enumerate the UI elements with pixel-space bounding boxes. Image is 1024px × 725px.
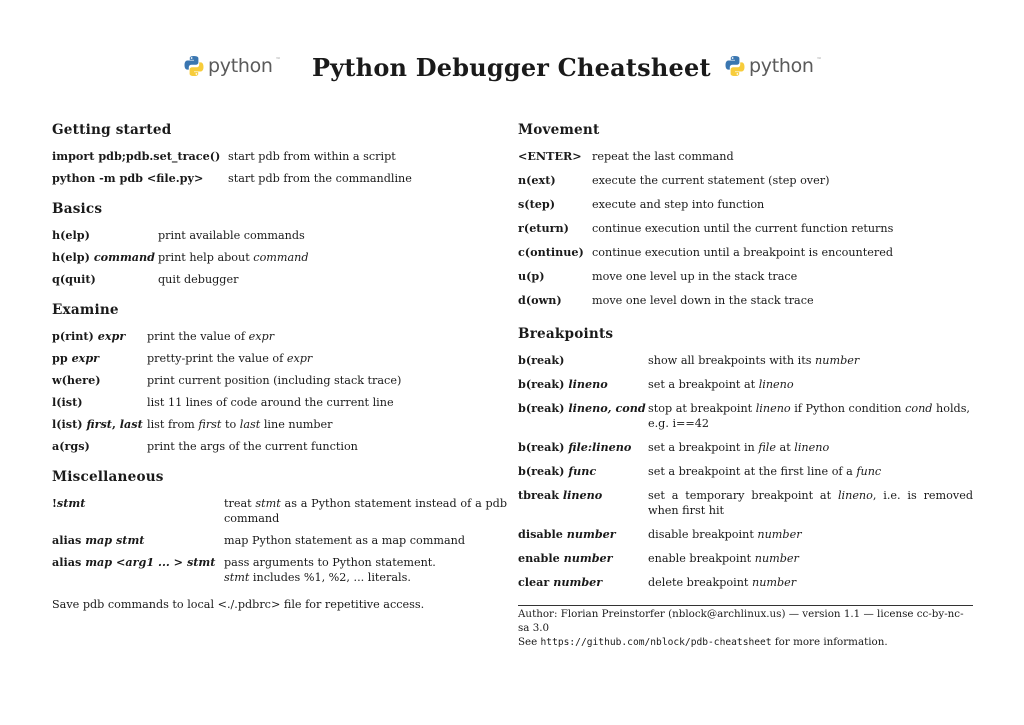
command-row bbox=[518, 527, 973, 542]
command bbox=[518, 527, 648, 542]
description-text: holds, e.g. i==42 bbox=[648, 402, 970, 430]
command-argument: number bbox=[563, 551, 613, 565]
description bbox=[648, 488, 973, 518]
description bbox=[648, 464, 973, 479]
description-text: pretty-print the value of bbox=[147, 352, 284, 365]
left-column bbox=[52, 122, 507, 627]
description-text: print help about bbox=[158, 251, 250, 264]
description-term: stmt bbox=[255, 497, 281, 510]
command: u(p) bbox=[518, 269, 545, 283]
description-text: if Python condition bbox=[794, 402, 902, 415]
command-row bbox=[518, 293, 973, 308]
command bbox=[52, 555, 224, 570]
command-name: pp bbox=[52, 351, 68, 365]
command: s(tep) bbox=[518, 197, 555, 211]
command-name: < bbox=[116, 555, 126, 569]
description bbox=[648, 551, 973, 566]
author-line: Author: Florian Preinstorfer (nblock@archlinux.us) — version 1.1 — license cc-by-nc-sa 3.0 bbox=[518, 608, 964, 634]
python-logo-left bbox=[183, 55, 281, 77]
section-heading: Breakpoints bbox=[518, 326, 614, 342]
command-argument: last bbox=[119, 417, 143, 431]
description: map Python statement as a map command bbox=[224, 534, 465, 547]
section-miscellaneous bbox=[52, 469, 507, 612]
pdbrc-note: Save pdb commands to local <./.pdbrc> file for repetitive access. bbox=[52, 598, 425, 611]
command: python -m pdb <file.py> bbox=[52, 171, 204, 185]
description-term: expr bbox=[286, 352, 313, 365]
command bbox=[518, 551, 648, 566]
section-heading: Miscellaneous bbox=[52, 469, 164, 485]
description: move one level down in the stack trace bbox=[592, 294, 814, 307]
command-row bbox=[518, 245, 973, 260]
description-term: lineno bbox=[755, 402, 791, 415]
description-term: file bbox=[758, 441, 776, 454]
description-text: set a breakpoint in bbox=[648, 441, 755, 454]
description: repeat the last command bbox=[592, 150, 734, 163]
command-row bbox=[518, 575, 973, 590]
command-row bbox=[52, 171, 507, 186]
command-name: alias bbox=[52, 555, 82, 569]
command-row bbox=[52, 250, 507, 265]
command: h(elp) bbox=[52, 228, 90, 242]
description-text: , i.e. is removed when first hit bbox=[648, 489, 973, 517]
description bbox=[648, 377, 973, 392]
description-term: first bbox=[198, 418, 222, 431]
command-row bbox=[518, 401, 973, 431]
description: print the args of the current function bbox=[147, 440, 358, 453]
command-name: b(reak) bbox=[518, 464, 565, 478]
command-row bbox=[52, 496, 507, 526]
description-text: delete breakpoint bbox=[648, 576, 749, 589]
description: print available commands bbox=[158, 229, 305, 242]
description: list 11 lines of code around the current line bbox=[147, 396, 394, 409]
description-text: disable breakpoint bbox=[648, 528, 754, 541]
command: q(quit) bbox=[52, 272, 96, 286]
description bbox=[648, 353, 973, 368]
command-argument: func bbox=[568, 464, 597, 478]
command-row bbox=[518, 269, 973, 284]
description-text: includes %1, %2, ... literals. bbox=[252, 571, 411, 584]
command bbox=[518, 440, 648, 455]
command: w(here) bbox=[52, 373, 101, 387]
command-argument: first bbox=[86, 417, 112, 431]
command-name: b(reak) bbox=[518, 377, 565, 391]
command-argument: expr bbox=[97, 329, 126, 343]
command-row bbox=[518, 488, 973, 518]
description-text: set a breakpoint at the first line of a bbox=[648, 465, 853, 478]
description-text: enable breakpoint bbox=[648, 552, 752, 565]
command bbox=[52, 351, 147, 366]
description-term: command bbox=[253, 251, 309, 264]
description: move one level up in the stack trace bbox=[592, 270, 798, 283]
command: import pdb;pdb.set_trace() bbox=[52, 149, 221, 163]
description-term: cond bbox=[905, 402, 933, 415]
command bbox=[518, 575, 648, 590]
command bbox=[518, 377, 648, 392]
command-row bbox=[52, 228, 507, 243]
description-text: list from bbox=[147, 418, 195, 431]
command-row bbox=[52, 395, 507, 410]
command-argument: number bbox=[553, 575, 603, 589]
description bbox=[648, 575, 973, 590]
section-getting-started bbox=[52, 122, 507, 186]
command: r(eturn) bbox=[518, 221, 569, 235]
command: a(rgs) bbox=[52, 439, 90, 453]
command-row bbox=[52, 555, 507, 585]
section-basics bbox=[52, 201, 507, 287]
description bbox=[224, 555, 507, 585]
command-row bbox=[52, 417, 507, 432]
python-logo-text: python bbox=[749, 55, 814, 77]
description bbox=[158, 250, 507, 265]
section-heading: Examine bbox=[52, 302, 119, 318]
description-term: last bbox=[239, 418, 261, 431]
command-row bbox=[518, 353, 973, 368]
description-term: number bbox=[751, 576, 797, 589]
command-row bbox=[518, 464, 973, 479]
command-row bbox=[52, 351, 507, 366]
comma: , bbox=[111, 417, 116, 431]
header bbox=[0, 50, 1024, 84]
command bbox=[518, 464, 648, 479]
right-column bbox=[518, 122, 973, 650]
command-argument: expr bbox=[71, 351, 100, 365]
description-text: to bbox=[224, 418, 237, 431]
footer bbox=[518, 605, 973, 650]
command-row bbox=[518, 440, 973, 455]
description-term: number bbox=[754, 552, 799, 565]
command-row bbox=[52, 373, 507, 388]
description-term: stmt bbox=[224, 571, 250, 584]
description: quit debugger bbox=[158, 273, 239, 286]
command-name: p(rint) bbox=[52, 329, 94, 343]
python-logo-icon bbox=[724, 55, 746, 77]
description-text: pass arguments to Python statement. bbox=[224, 556, 436, 569]
command-argument: command bbox=[93, 250, 155, 264]
description-term: number bbox=[757, 528, 802, 541]
command-row bbox=[52, 149, 507, 164]
page-title: Python Debugger Cheatsheet bbox=[312, 53, 711, 82]
description: start pdb from the commandline bbox=[228, 172, 412, 185]
description bbox=[648, 440, 973, 455]
description-term: func bbox=[856, 465, 882, 478]
command-argument: lineno bbox=[562, 488, 603, 502]
description-term: lineno bbox=[837, 489, 873, 502]
command-row bbox=[518, 149, 973, 164]
description bbox=[147, 417, 507, 432]
section-examine bbox=[52, 302, 507, 454]
command-argument: stmt bbox=[186, 555, 216, 569]
description-text: as a Python statement instead of a pdb command bbox=[224, 497, 507, 525]
command-name: b(reak) bbox=[518, 401, 565, 415]
command-name: enable bbox=[518, 551, 560, 565]
python-logo-text: python bbox=[208, 55, 273, 77]
command-argument: lineno bbox=[568, 377, 608, 391]
command: <ENTER> bbox=[518, 149, 582, 163]
command-argument: stmt bbox=[56, 496, 86, 510]
command bbox=[52, 250, 158, 265]
command: b(reak) bbox=[518, 353, 565, 367]
command-row bbox=[518, 551, 973, 566]
command-row bbox=[518, 173, 973, 188]
description-term: expr bbox=[248, 330, 275, 343]
section-breakpoints bbox=[518, 326, 973, 590]
description: start pdb from within a script bbox=[228, 150, 396, 163]
command-row bbox=[518, 221, 973, 236]
description-term: number bbox=[815, 354, 860, 367]
command bbox=[52, 533, 224, 548]
description bbox=[224, 496, 507, 526]
description bbox=[147, 351, 507, 366]
command-name: alias bbox=[52, 533, 82, 547]
command-name: b(reak) bbox=[518, 440, 565, 454]
description-text: line number bbox=[263, 418, 333, 431]
source-line bbox=[518, 635, 973, 650]
description bbox=[648, 401, 973, 431]
section-heading: Movement bbox=[518, 122, 600, 138]
python-logo-right bbox=[724, 55, 822, 77]
section-heading: Getting started bbox=[52, 122, 172, 138]
description: continue execution until a breakpoint is encountered bbox=[592, 246, 893, 259]
command bbox=[518, 488, 648, 503]
command-argument: map bbox=[85, 555, 113, 569]
description bbox=[147, 329, 507, 344]
description-text: show all breakpoints with its bbox=[648, 354, 812, 367]
description: execute and step into function bbox=[592, 198, 765, 211]
command-argument: number bbox=[566, 527, 616, 541]
command-argument: arg1 ... bbox=[125, 555, 170, 569]
description-text: treat bbox=[224, 497, 252, 510]
description: execute the current statement (step over) bbox=[592, 174, 830, 187]
description: continue execution until the current function returns bbox=[592, 222, 894, 235]
command-argument: file:lineno bbox=[568, 440, 632, 454]
command-argument: lineno, cond bbox=[568, 401, 646, 415]
command-argument: map stmt bbox=[85, 533, 145, 547]
command-name: l(ist) bbox=[52, 417, 83, 431]
command bbox=[52, 417, 147, 432]
python-logo-icon bbox=[183, 55, 205, 77]
command-name: > bbox=[173, 555, 184, 569]
command-row bbox=[52, 533, 507, 548]
description-term: lineno bbox=[758, 378, 794, 391]
trademark-mark: ™ bbox=[275, 57, 281, 63]
command: c(ontinue) bbox=[518, 245, 584, 259]
command bbox=[518, 401, 648, 416]
section-heading: Basics bbox=[52, 201, 103, 217]
command: l(ist) bbox=[52, 395, 83, 409]
description-term: lineno bbox=[794, 441, 830, 454]
command: n(ext) bbox=[518, 173, 556, 187]
description-text: at bbox=[779, 441, 791, 454]
command-row bbox=[52, 329, 507, 344]
repository-link[interactable]: https://github.com/nblock/pdb-cheatsheet bbox=[540, 637, 772, 648]
command-row bbox=[52, 272, 507, 287]
command-name: clear bbox=[518, 575, 550, 589]
section-movement bbox=[518, 122, 973, 308]
command-name: ! bbox=[52, 496, 57, 510]
command-row bbox=[52, 439, 507, 454]
command-name: disable bbox=[518, 527, 563, 541]
see-text: See bbox=[518, 636, 538, 648]
command bbox=[52, 496, 224, 511]
description: print current position (including stack trace) bbox=[147, 374, 402, 387]
description-text: stop at breakpoint bbox=[648, 402, 753, 415]
command-name: h(elp) bbox=[52, 250, 90, 264]
description-text: set a breakpoint at bbox=[648, 378, 756, 391]
description-text: set a temporary breakpoint at bbox=[648, 489, 832, 502]
description-text: print the value of bbox=[147, 330, 246, 343]
more-text: for more information. bbox=[774, 636, 888, 648]
command-name: tbreak bbox=[518, 488, 560, 502]
trademark-mark: ™ bbox=[816, 57, 822, 63]
command bbox=[52, 329, 147, 344]
description bbox=[648, 527, 973, 542]
command: d(own) bbox=[518, 293, 562, 307]
command-row bbox=[518, 197, 973, 212]
command-row bbox=[518, 377, 973, 392]
